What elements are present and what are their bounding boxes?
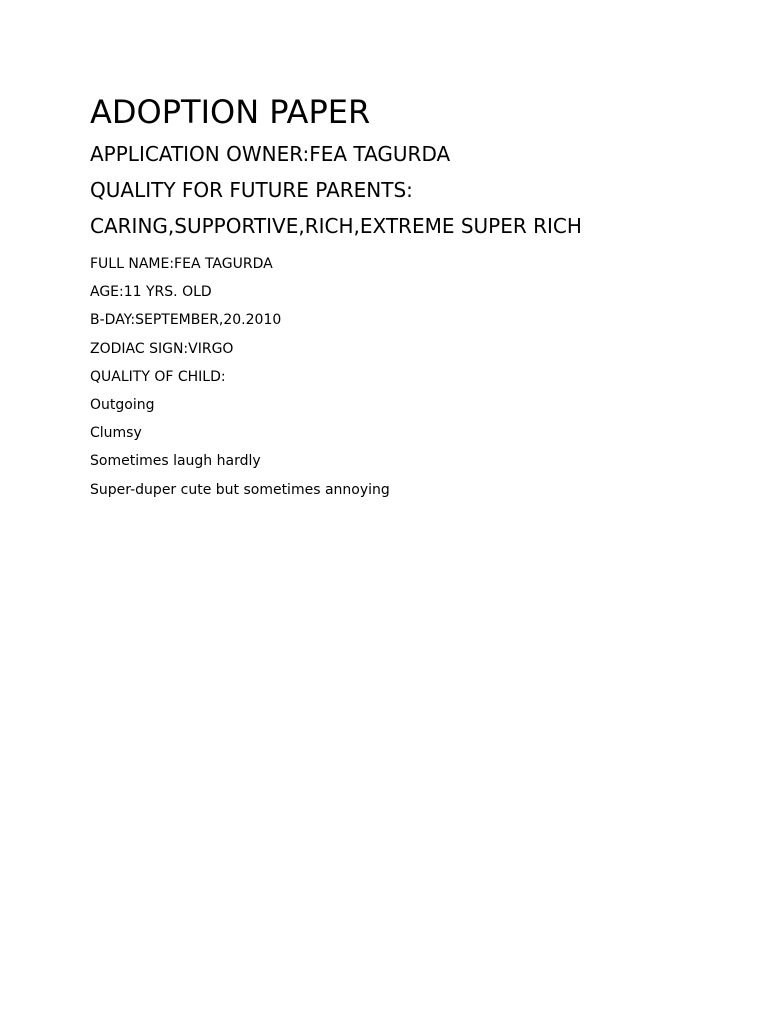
child-quality-item: Super-duper cute but sometimes annoying xyxy=(90,481,390,498)
future-parents-quality-heading: QUALITY FOR FUTURE PARENTS: xyxy=(90,178,413,202)
birthday-line: B-DAY:SEPTEMBER,20.2010 xyxy=(90,312,282,329)
quality-of-child-heading: QUALITY OF CHILD: xyxy=(90,368,226,385)
document-title: ADOPTION PAPER xyxy=(90,93,371,131)
child-details xyxy=(90,250,730,504)
application-owner-heading: APPLICATION OWNER:FEA TAGURDA xyxy=(90,142,451,166)
zodiac-sign-line: ZODIAC SIGN:VIRGO xyxy=(90,340,234,357)
full-name-line: FULL NAME:FEA TAGURDA xyxy=(90,256,273,272)
age-line: AGE:11 YRS. OLD xyxy=(90,284,212,301)
child-quality-item: Outgoing xyxy=(90,397,155,414)
child-quality-item: Sometimes laugh hardly xyxy=(90,453,261,470)
document-body xyxy=(90,90,730,504)
child-quality-item: Clumsy xyxy=(90,425,142,442)
future-parents-quality-list: CARING,SUPPORTIVE,RICH,EXTREME SUPER RICH xyxy=(90,214,582,238)
